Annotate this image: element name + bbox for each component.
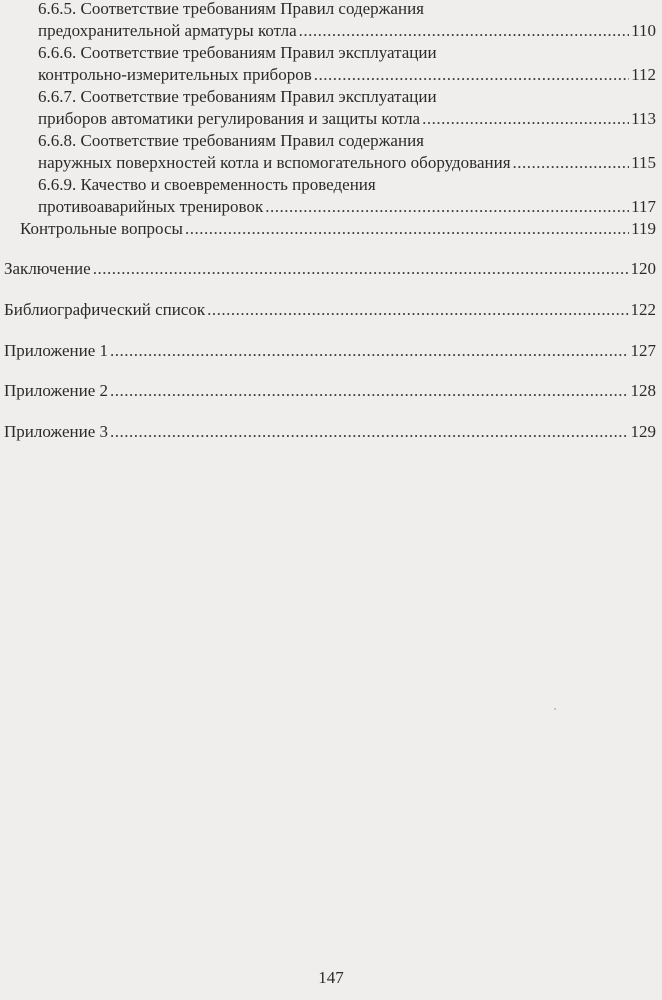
toc-entry-text: Приложение 3 [4,422,108,441]
dot-leader [265,196,629,218]
toc-entry-text: 6.6.8. Соответствие требованиям Правил содержания [38,131,424,150]
dot-leader [299,20,629,42]
toc-entry-6-6-8-line-2 [38,152,656,174]
toc-entry-6-6-6-line-1 [38,42,488,64]
toc-entry-text: 6.6.6. Соответствие требованиям Правил эксплуатации [38,43,437,62]
toc-page-number: 127 [630,341,656,360]
toc-entry-text: приборов автоматики регулирования и защиты котла [38,109,421,128]
toc-entry-bibliography [4,299,656,321]
toc-entry-6-6-9-line-1 [38,174,488,196]
toc-entry-text: Контрольные вопросы [20,219,183,238]
toc-entry-text: Приложение 2 [4,381,108,400]
toc-entry-6-6-7-line-2 [38,108,656,130]
toc-entry-appendix-2 [4,380,656,402]
dot-leader [110,421,629,443]
toc-entry-text: Библиографический список [4,300,206,319]
toc-entry-text: предохранительной арматуры котла [38,21,297,40]
toc-entry-text: противоаварийных тренировок [38,197,264,216]
dot-leader [185,218,629,240]
toc-entry-text: 6.6.5. Соответствие требованиям Правил содержания [38,0,424,18]
toc-page-number: 122 [630,300,656,319]
toc-entry-6-6-5-line-1 [38,0,478,20]
toc-page-number: 119 [631,219,656,238]
dot-leader [207,299,628,321]
toc-entry-6-6-9-line-2 [38,196,656,218]
toc-page-number: 110 [631,21,656,40]
toc-entry-6-6-8-line-1 [38,130,488,152]
toc-page-number: 120 [630,259,656,278]
dot-leader [110,380,629,402]
toc-entry-text: Приложение 1 [4,341,108,360]
dot-leader [110,340,629,362]
page-number: 147 [318,968,344,987]
toc-entry-appendix-3 [4,421,656,443]
dot-leader [314,64,629,86]
toc-entry-6-6-6-line-2 [38,64,656,86]
toc-entry-text: Заключение [4,259,91,278]
toc-entry-control-questions [20,218,656,240]
dot-leader [93,258,629,280]
toc-page-number: 117 [631,197,656,216]
toc-entry-text: наружных поверхностей котла и вспомогательного оборудования [38,153,511,172]
toc-entry-appendix-1 [4,340,656,362]
dot-leader [422,108,629,130]
toc-page-number: 113 [631,109,656,128]
toc-page-number: 128 [630,381,656,400]
toc-page-number: 112 [631,65,656,84]
paper-speck [554,708,556,710]
dot-leader [513,152,630,174]
toc-entry-6-6-5-line-2 [38,20,656,42]
toc-entry-text: контрольно-измерительных приборов [38,65,312,84]
toc-entry-6-6-7-line-1 [38,86,488,108]
toc-page-number: 129 [630,422,656,441]
toc-entry-text: 6.6.7. Соответствие требованиям Правил эксплуатации [38,87,437,106]
toc-entry-conclusion [4,258,656,280]
toc-page-number: 115 [631,153,656,172]
toc-entry-text: 6.6.9. Качество и своевременность проведения [38,175,376,194]
